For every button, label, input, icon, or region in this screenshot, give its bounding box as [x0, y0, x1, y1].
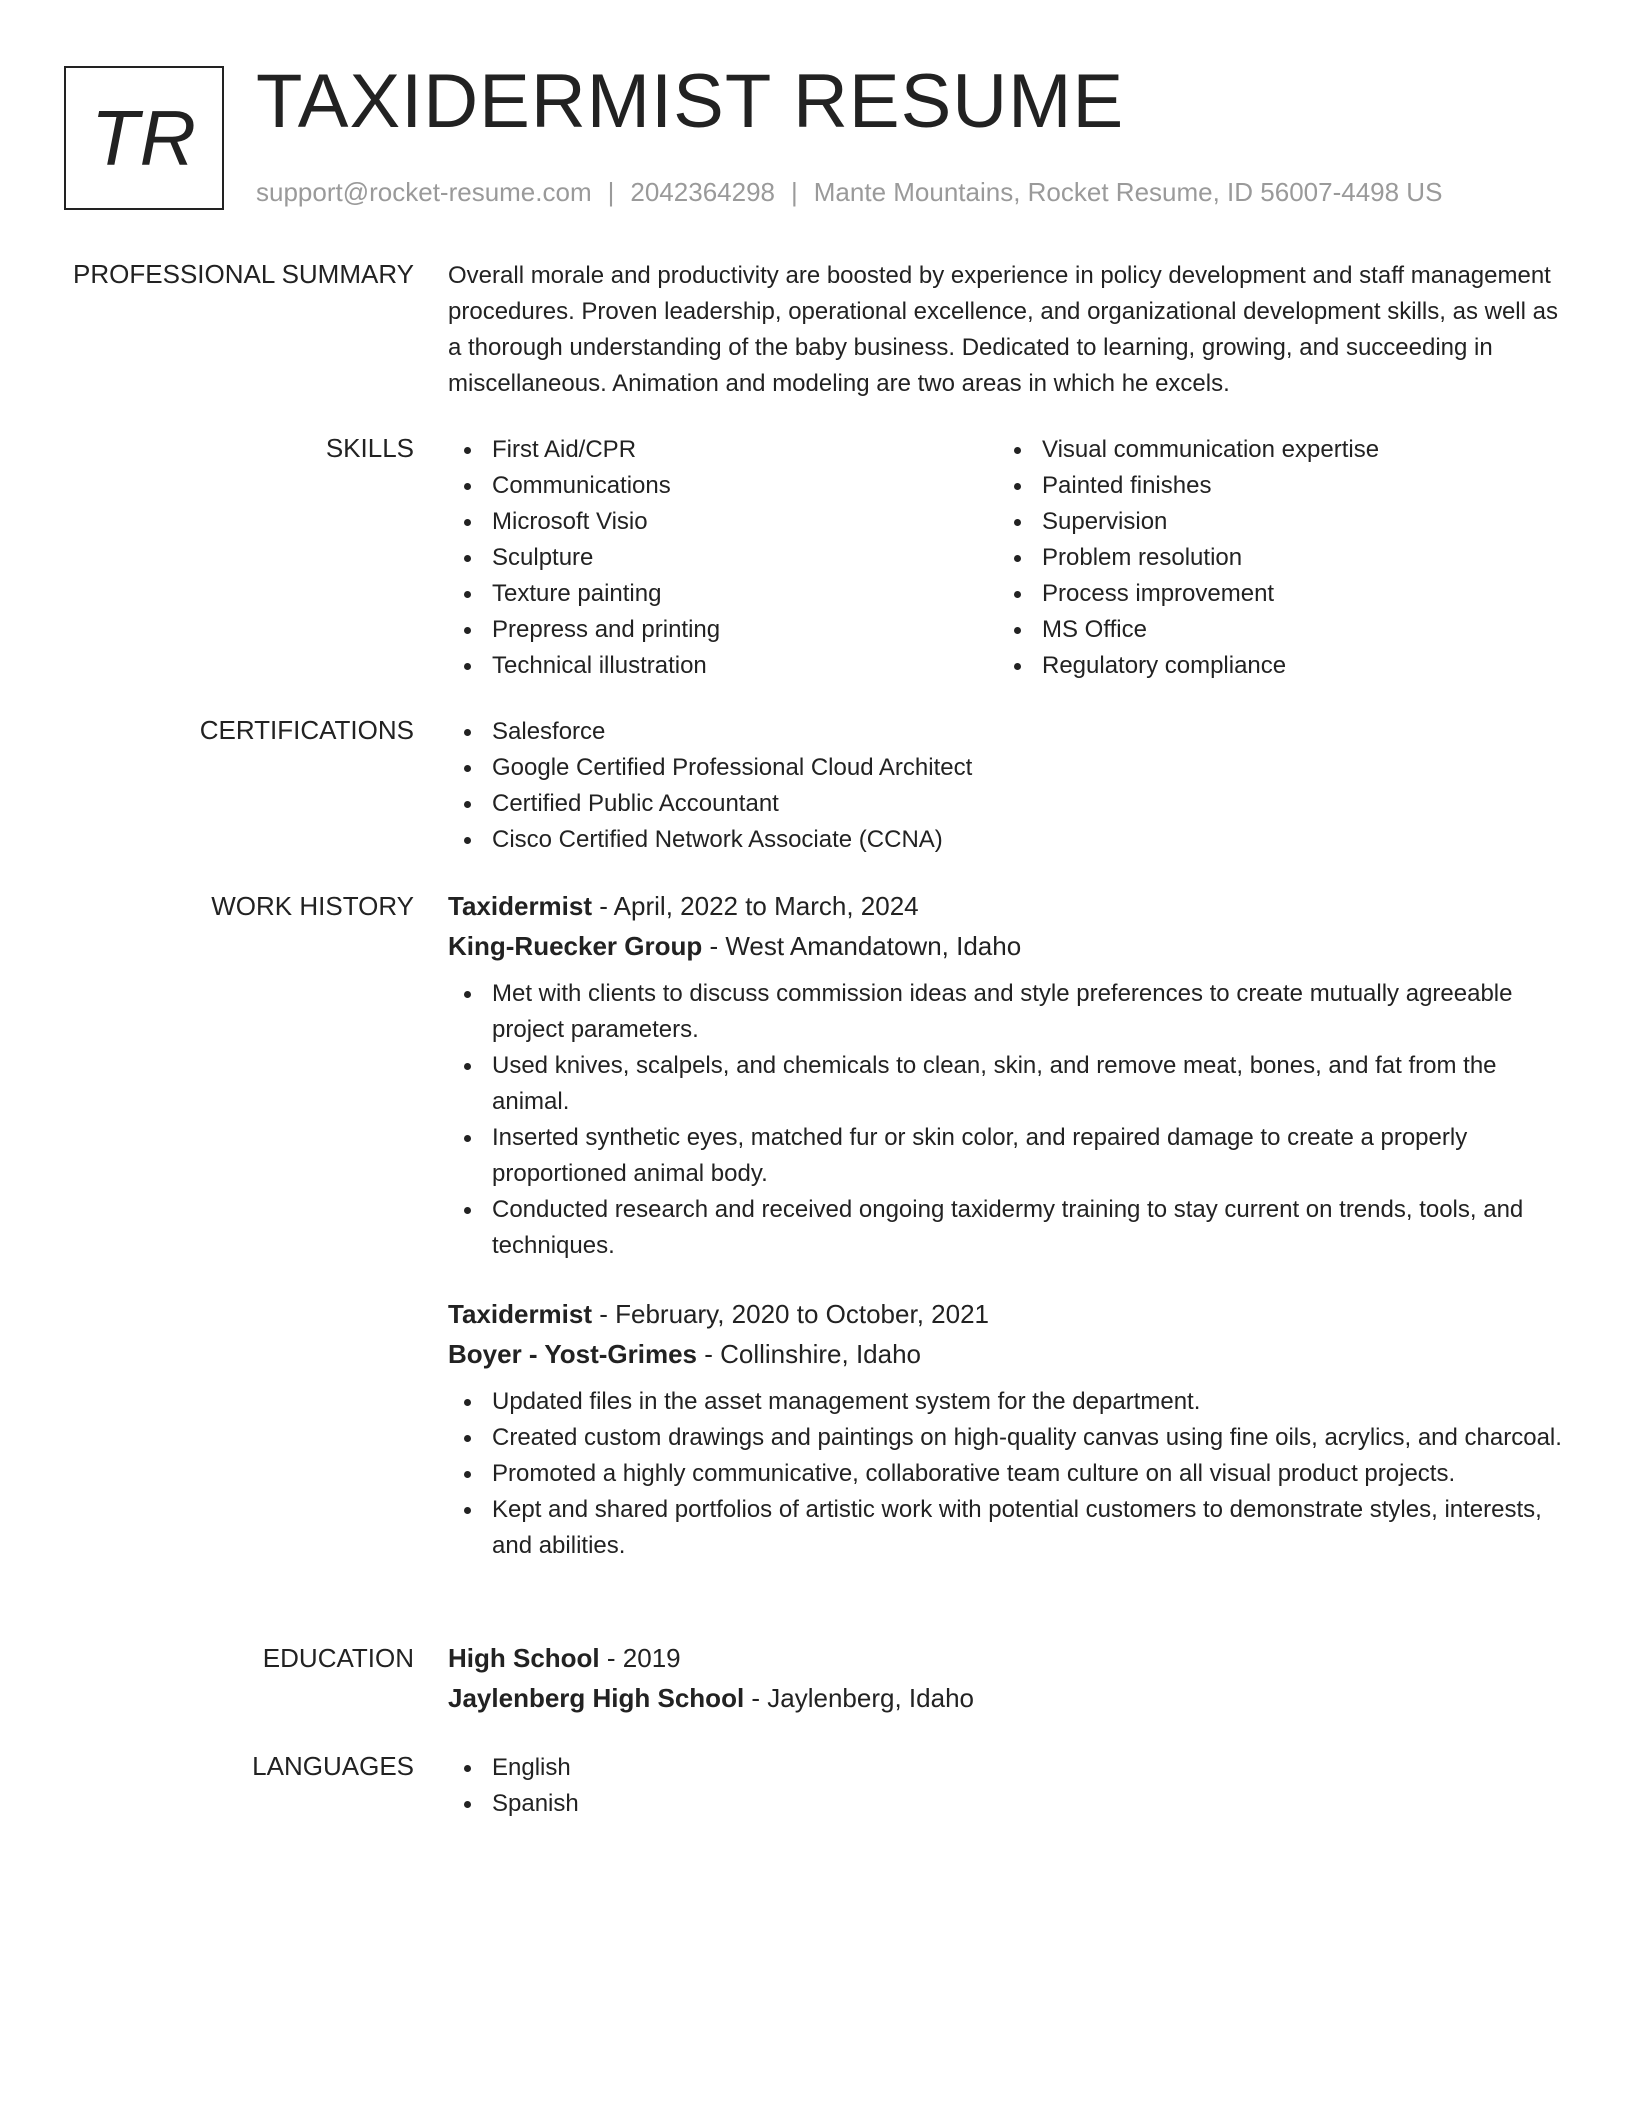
skill-item: Texture painting [448, 576, 998, 612]
education-school-line [448, 1678, 1568, 1718]
contact-email[interactable]: support@rocket-resume.com [256, 177, 592, 207]
section-label-skills: SKILLS [325, 433, 414, 463]
work-history-body [448, 886, 1568, 1564]
contact-separator: | [607, 177, 615, 207]
job-entry [448, 886, 1568, 1264]
certification-item: Certified Public Accountant [448, 786, 1568, 822]
skill-item: Prepress and printing [448, 612, 998, 648]
job-company: Boyer - Yost-Grimes [448, 1339, 698, 1369]
skills-list-left [448, 432, 998, 684]
contact-separator: | [791, 177, 798, 207]
skill-item: Painted finishes [998, 468, 1548, 504]
monogram-box [64, 66, 224, 210]
certification-item: Google Certified Professional Cloud Architect [448, 750, 1568, 786]
job-duty-item: Inserted synthetic eyes, matched fur or skin color, and repaired damage to create a properly proportioned animal body. [448, 1120, 1568, 1192]
summary-text: Overall morale and productivity are boosted by experience in policy development and staff management procedures. Proven leadership, operational excellence, and organizational development skills, as well as a thorough understanding of the baby business. Dedicated to learning, growing, and succeeding in miscellaneous. Animation and modeling are two areas in which he excels. [448, 262, 1558, 397]
job-duty-item: Created custom drawings and paintings on high-quality canvas using fine oils, acrylics, and charcoal. [448, 1420, 1568, 1456]
skills-columns [448, 432, 1568, 684]
education-degree: High School [448, 1643, 600, 1673]
education-year: - 2019 [599, 1643, 681, 1673]
monogram-initials: TR [91, 93, 197, 182]
certification-item: Salesforce [448, 714, 1568, 750]
job-title-line [448, 886, 1568, 926]
section-label-languages: LANGUAGES [252, 1751, 414, 1781]
skill-item: Communications [448, 468, 998, 504]
skills-list-right [998, 432, 1548, 684]
contact-phone[interactable]: 2042364298 [630, 177, 775, 207]
languages-list [448, 1750, 1568, 1822]
job-location: - Collinshire, Idaho [697, 1339, 922, 1369]
job-company-line [448, 1334, 1568, 1374]
job-duty-item: Promoted a highly communicative, collaborative team culture on all visual product projects. [448, 1456, 1568, 1492]
job-duty-item: Used knives, scalpels, and chemicals to clean, skin, and remove meat, bones, and fat from the animal. [448, 1048, 1568, 1120]
skill-item: Visual communication expertise [998, 432, 1548, 468]
job-company: King-Ruecker Group [448, 931, 703, 961]
section-label-education: EDUCATION [262, 1643, 414, 1673]
job-duty-item: Conducted research and received ongoing taxidermy training to stay current on trends, tools, and techniques. [448, 1192, 1568, 1264]
job-location: - West Amandatown, Idaho [702, 931, 1022, 961]
job-duty-item: Updated files in the asset management system for the department. [448, 1384, 1568, 1420]
certifications-list [448, 714, 1568, 858]
section-label-certifications: CERTIFICATIONS [199, 715, 414, 745]
certification-item: Cisco Certified Network Associate (CCNA) [448, 822, 1568, 858]
education-body [448, 1638, 1568, 1718]
skill-item: Microsoft Visio [448, 504, 998, 540]
section-label-summary: PROFESSIONAL SUMMARY [73, 259, 414, 289]
job-duties-list [448, 976, 1568, 1264]
skill-item: Process improvement [998, 576, 1548, 612]
job-title: Taxidermist [448, 1299, 593, 1329]
education-location: - Jaylenberg, Idaho [744, 1683, 974, 1713]
job-company-line [448, 926, 1568, 966]
language-item: English [448, 1750, 1568, 1786]
job-duties-list [448, 1384, 1568, 1564]
job-entry [448, 1294, 1568, 1564]
contact-line [256, 172, 1442, 212]
skill-item: Sculpture [448, 540, 998, 576]
skill-item: Regulatory compliance [998, 648, 1548, 684]
language-item: Spanish [448, 1786, 1568, 1822]
job-duty-item: Met with clients to discuss commission ideas and style preferences to create mutually agreeable project parameters. [448, 976, 1568, 1048]
contact-address: Mante Mountains, Rocket Resume, ID 56007-4498 US [813, 177, 1443, 207]
job-title: Taxidermist [448, 891, 593, 921]
job-dates: - February, 2020 to October, 2021 [592, 1299, 989, 1329]
section-label-work-history: WORK HISTORY [211, 891, 414, 921]
education-degree-line [448, 1638, 1568, 1678]
job-title-line [448, 1294, 1568, 1334]
education-school: Jaylenberg High School [448, 1683, 745, 1713]
skill-item: Supervision [998, 504, 1548, 540]
skill-item: MS Office [998, 612, 1548, 648]
skill-item: First Aid/CPR [448, 432, 998, 468]
job-dates: - April, 2022 to March, 2024 [592, 891, 919, 921]
skill-item: Problem resolution [998, 540, 1548, 576]
job-duty-item: Kept and shared portfolios of artistic work with potential customers to demonstrate styles, interests, and abilities. [448, 1492, 1568, 1564]
skill-item: Technical illustration [448, 648, 998, 684]
resume-title: TAXIDERMIST RESUME [256, 59, 1125, 144]
